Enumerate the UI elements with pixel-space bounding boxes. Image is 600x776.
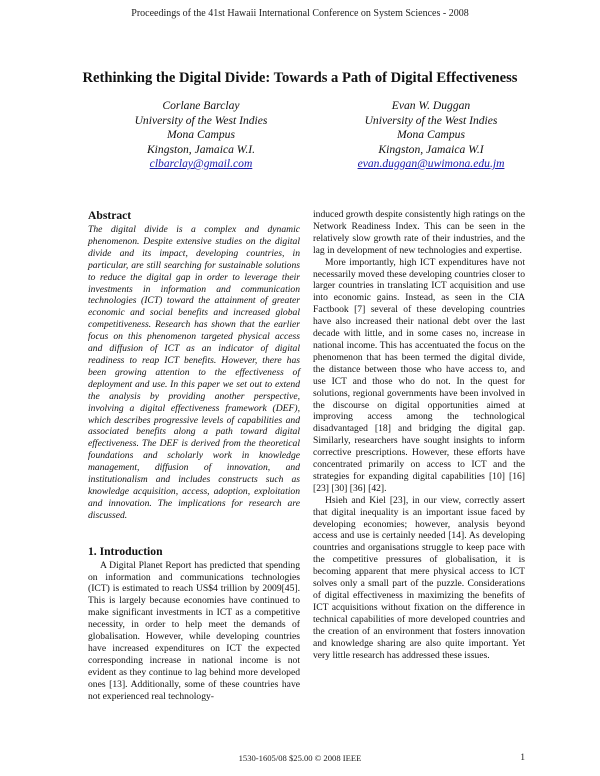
paper-title: Rethinking the Digital Divide: Towards a Path of Digital Effectiveness xyxy=(82,70,518,86)
running-head: Proceedings of the 41st Hawaii International Conference on System Sciences - 2008 xyxy=(131,8,469,19)
body-paragraph-continued: induced growth despite consistently high ratings on the Network Readiness Index. This can be seen in the relatively slow growth rate of their industries, and the lag in development of new technologies and expertise. xyxy=(313,209,525,256)
body-paragraph: More importantly, high ICT expenditures have not necessarily moved these developing countries closer to larger countries in translating ICT acquisition and use into economic gains. Instead, as seen in the CIA Factbook [7] several of these developing countries have also increased their national debt over the last decade with little, and in some cases no, increase in national income. This has accentuated the focus on the phenomenon that has been termed the digital divide, the distance between those who have access to, and use ICT and those who do not. In the quest for solutions, regional governments have been involved in the discourse on digital opportunities aimed at improving access among the technological disadvantaged [18] and bridging the digital gap. Similarly, researchers have sought insights to inform corrective prescriptions. However, these efforts have concentrated primarily on access to ICT and the strategies for expanding digital capabilities [10] [16] [23] [30] [36] [42]. xyxy=(313,256,525,494)
author-email-link[interactable]: evan.duggan@uwimona.edu.jm xyxy=(357,157,505,170)
abstract-text: The digital divide is a complex and dynamic phenomenon. Despite extensive studies on the digital divide and its impact, developing countries, in particular, are still searching for sustainable solutions to reduce the digital gap in order to leverage their investments in information and communication technologies (ICT) toward the attainment of greater economic and social benefits and increased global competitiveness. Research has shown that the earlier focus on this phenomenon targeted physical access and diffusion of ICT as an indicator of digital readiness to reap ICT benefits. However, there has been growing attention to the effectiveness of deployment and use. In this paper we set out to extend the analysis by providing another perspective, involving a digital effectiveness framework (DEF), which describes progressive levels of capabilities and associated benefits along a path toward digital effectiveness. The DEF is derived from the theoretical foundations and scholarly work in knowledge management, diffusion of innovation, and institutionalism and includes constructs such as knowledge acquisition, access, adoption, exploitation and innovation. The implications for research are discussed. xyxy=(88,224,300,521)
author-campus: Mona Campus xyxy=(167,128,235,141)
copyright-footer: 1530-1605/08 $25.00 © 2008 IEEE xyxy=(238,753,362,763)
author-block-2 xyxy=(331,99,531,172)
author-block-1 xyxy=(101,99,301,172)
author-campus: Mona Campus xyxy=(397,128,465,141)
page-number: 1 xyxy=(520,752,525,763)
body-paragraph: Hsieh and Kiel [23], in our view, correctly assert that digital inequality is an important issue faced by developing economies; however, analysis beyond access and use is certainly needed [14]. As developing countries and organisations struggle to keep pace with the competitive pressures of globalisation, it is becoming apparent that mere physical access to ICT solves only a small part of the puzzle. Considerations of digital effectiveness in maximizing the benefits of ICT acquisitions without fixation on the difference in technical capabilities of more developed countries and the creation of an environment that fosters innovation and knowledge sharing are also quite important. Yet very little research has addressed these issues. xyxy=(313,494,525,661)
introduction-paragraph: A Digital Planet Report has predicted that spending on information and communications technologies (ICT) is estimated to reach US$4 trillion by 2009[45]. This is largely because economies have continued to make significant investments in ICT as a competitive necessity, in order to help meet the demands of globalisation. However, while developing countries have increased expenditures on ICT the expected corresponding increase in national income is not evident as they continue to lag behind more developed ones [13]. Additionally, some of these countries have not experienced real technology- xyxy=(88,559,300,702)
abstract-heading: Abstract xyxy=(88,209,132,222)
author-name: Evan W. Duggan xyxy=(391,99,471,112)
author-affiliation: University of the West Indies xyxy=(364,113,498,127)
author-name: Corlane Barclay xyxy=(162,99,240,112)
introduction-heading: 1. Introduction xyxy=(88,544,163,558)
author-affiliation: University of the West Indies xyxy=(134,113,268,127)
left-column xyxy=(88,209,300,703)
right-column xyxy=(313,209,525,661)
author-location: Kingston, Jamaica W.I xyxy=(378,142,484,156)
author-location: Kingston, Jamaica W.I. xyxy=(146,142,256,156)
author-email-link[interactable]: clbarclay@gmail.com xyxy=(149,157,253,170)
